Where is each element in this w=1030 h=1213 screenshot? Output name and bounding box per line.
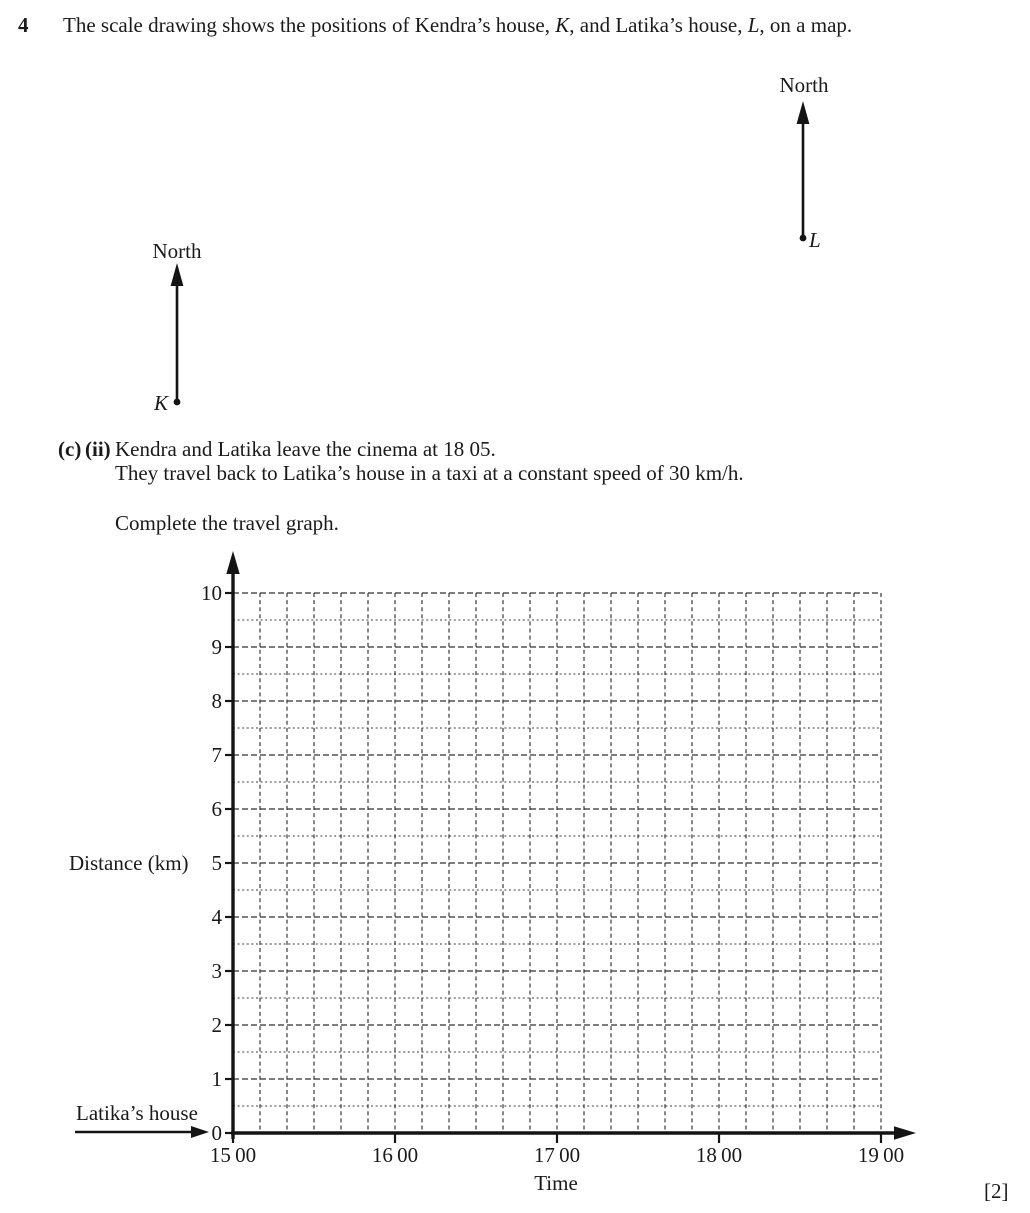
part-ii-label: (ii) bbox=[85, 437, 111, 461]
y-axis-title: Distance (km) bbox=[69, 851, 189, 875]
point-l-dot bbox=[800, 235, 807, 242]
north-arrowhead-left-icon bbox=[171, 263, 184, 286]
travel-graph bbox=[69, 551, 916, 1195]
y-axis-arrowhead-icon bbox=[226, 551, 239, 574]
y-tick-label: 0 bbox=[211, 1121, 222, 1145]
y-tick-label: 2 bbox=[211, 1013, 222, 1037]
y-tick-label: 7 bbox=[211, 743, 222, 767]
heading-text-1: The scale drawing shows the positions of Kendra’s house, bbox=[63, 13, 556, 37]
x-axis-ticks bbox=[210, 1133, 904, 1167]
x-tick-label: 16 00 bbox=[371, 1143, 419, 1167]
origin-annotation-arrowhead-icon bbox=[191, 1126, 209, 1138]
instruction-line-2: They travel back to Latika’s house in a taxi at a constant speed of 30 km/h. bbox=[115, 461, 744, 485]
x-tick-label: 17 00 bbox=[533, 1143, 581, 1167]
heading-text-3: , on a map. bbox=[759, 13, 853, 37]
x-tick-label: 18 00 bbox=[695, 1143, 743, 1167]
part-c-label: (c) bbox=[58, 437, 82, 461]
north-arrow-right bbox=[780, 73, 829, 252]
question-number: 4 bbox=[18, 13, 29, 37]
point-k-dot bbox=[174, 399, 181, 406]
point-l-label: L bbox=[809, 228, 821, 252]
north-arrow-left bbox=[153, 239, 202, 415]
x-axis-arrowhead-icon bbox=[894, 1126, 916, 1139]
x-tick-label: 15 00 bbox=[209, 1143, 257, 1167]
x-tick-label: 19 00 bbox=[857, 1143, 905, 1167]
marks-badge: [2] bbox=[984, 1179, 1009, 1203]
north-label-right: North bbox=[779, 73, 829, 97]
origin-annotation: Latika’s house bbox=[76, 1101, 198, 1125]
y-tick-label: 8 bbox=[211, 689, 222, 713]
heading-text-2: , and Latika’s house, bbox=[569, 13, 748, 37]
y-tick-label: 4 bbox=[211, 905, 222, 929]
y-tick-label: 10 bbox=[201, 581, 222, 605]
point-k-label: K bbox=[153, 391, 168, 415]
point-l-reference: L bbox=[747, 13, 760, 37]
point-k-reference: K bbox=[555, 13, 570, 37]
instruction-line-3: Complete the travel graph. bbox=[115, 511, 339, 535]
y-tick-label: 5 bbox=[211, 851, 222, 875]
north-label-left: North bbox=[152, 239, 202, 263]
x-axis-title: Time bbox=[534, 1171, 578, 1195]
y-tick-label: 3 bbox=[211, 959, 222, 983]
y-tick-label: 9 bbox=[211, 635, 222, 659]
y-axis-ticks bbox=[201, 581, 233, 1145]
y-tick-label: 6 bbox=[211, 797, 222, 821]
north-arrowhead-right-icon bbox=[797, 101, 810, 124]
instruction-line-1: Kendra and Latika leave the cinema at 18 05. bbox=[115, 437, 496, 461]
graph-grid bbox=[233, 593, 881, 1133]
y-tick-label: 1 bbox=[211, 1067, 222, 1091]
